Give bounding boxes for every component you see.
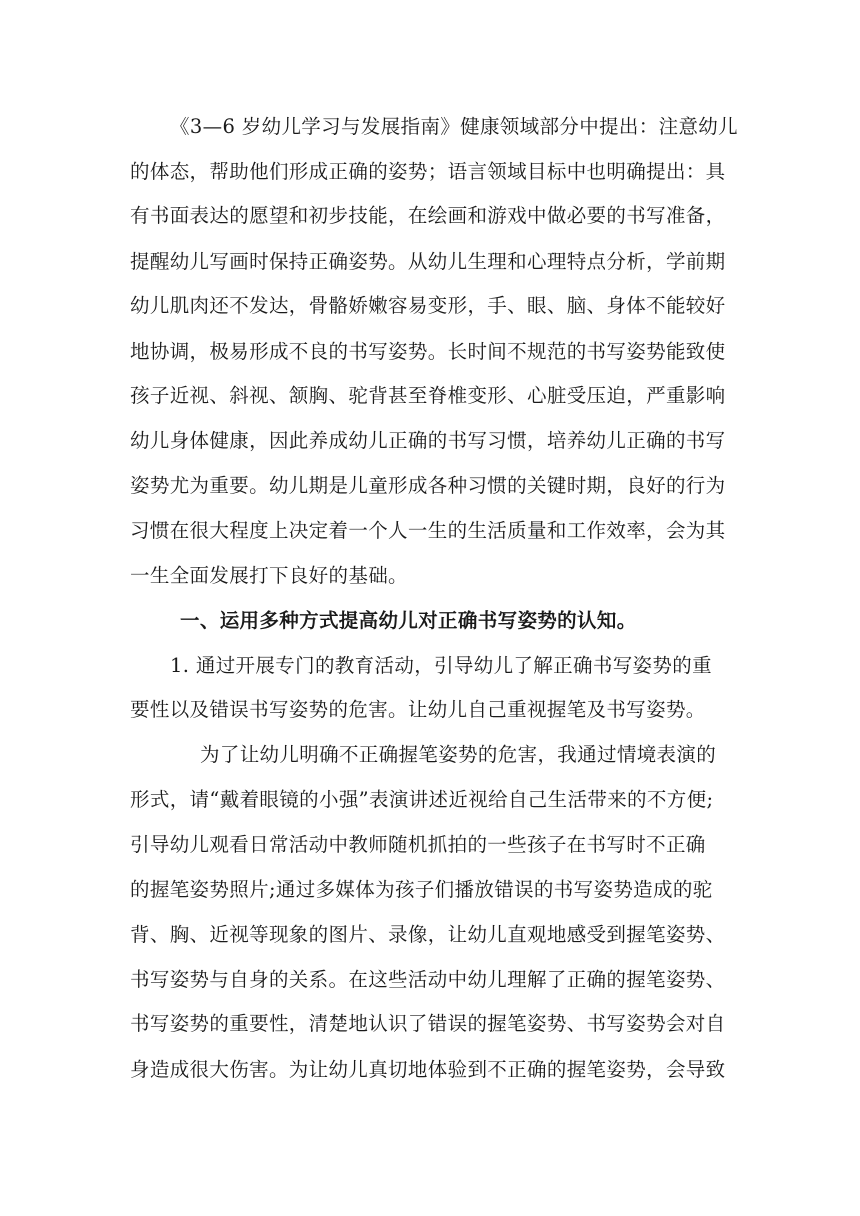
text-line: 1. 通过开展专门的教育活动，引导幼儿了解正确书写姿势的重 xyxy=(170,654,712,677)
text-line: 姿势尤为重要。幼儿期是儿童形成各种习惯的关键时期，良好的行为 xyxy=(130,474,726,497)
text-line: 为了让幼儿明确不正确握笔姿势的危害，我通过情境表演的 xyxy=(200,743,717,766)
text-line: 书写姿势与自身的关系。在这些活动中幼儿理解了正确的握笔姿势、 xyxy=(130,968,726,991)
text-line: 地协调，极易形成不良的书写姿势。长时间不规范的书写姿势能致使 xyxy=(130,340,726,363)
text-line: 的握笔姿势照片;通过多媒体为孩子们播放错误的书写姿势造成的驼 xyxy=(130,878,713,901)
text-line: 孩子近视、斜视、颔胸、驼背甚至脊椎变形、心脏受压迫，严重影响 xyxy=(130,384,726,407)
text-line: 幼儿身体健康，因此养成幼儿正确的书写习惯，培养幼儿正确的书写 xyxy=(130,429,726,452)
text-line: 的体态，帮助他们形成正确的姿势；语言领域目标中也明确提出：具 xyxy=(130,160,726,183)
text-line: 引导幼儿观看日常活动中教师随机抓拍的一些孩子在书写时不正确 xyxy=(130,833,706,856)
text-line: 一生全面发展打下良好的基础。 xyxy=(130,564,408,587)
text-line: 书写姿势的重要性，清楚地认识了错误的握笔姿势、书写姿势会对自 xyxy=(130,1012,726,1035)
text-line: 提醒幼儿写画时保持正确姿势。从幼儿生理和心理特点分析，学前期 xyxy=(130,250,726,273)
section-heading: 一、运用多种方式提高幼儿对正确书写姿势的认知。 xyxy=(180,609,637,632)
text-line: 幼儿肌肉还不发达，骨骼娇嫩容易变形，手、眼、脑、身体不能较好 xyxy=(130,294,726,317)
text-line: 习惯在很大程度上决定着一个人一生的生活质量和工作效率，会为其 xyxy=(130,519,726,542)
text-line: 《3—6 岁幼儿学习与发展指南》健康领域部分中提出：注意幼儿 xyxy=(170,115,739,138)
text-line: 要性以及错误书写姿势的危害。让幼儿自己重视握笔及书写姿势。 xyxy=(130,698,706,721)
text-line: 有书面表达的愿望和初步技能，在绘画和游戏中做必要的书写准备， xyxy=(130,204,726,227)
text-line: 身造成很大伤害。为让幼儿真切地体验到不正确的握笔姿势，会导致 xyxy=(130,1058,726,1081)
text-line: 形式，请“戴着眼镜的小强”表演讲述近视给自己生活带来的不方便; xyxy=(130,788,714,811)
text-line: 背、胸、近视等现象的图片、录像，让幼儿直观地感受到握笔姿势、 xyxy=(130,923,726,946)
